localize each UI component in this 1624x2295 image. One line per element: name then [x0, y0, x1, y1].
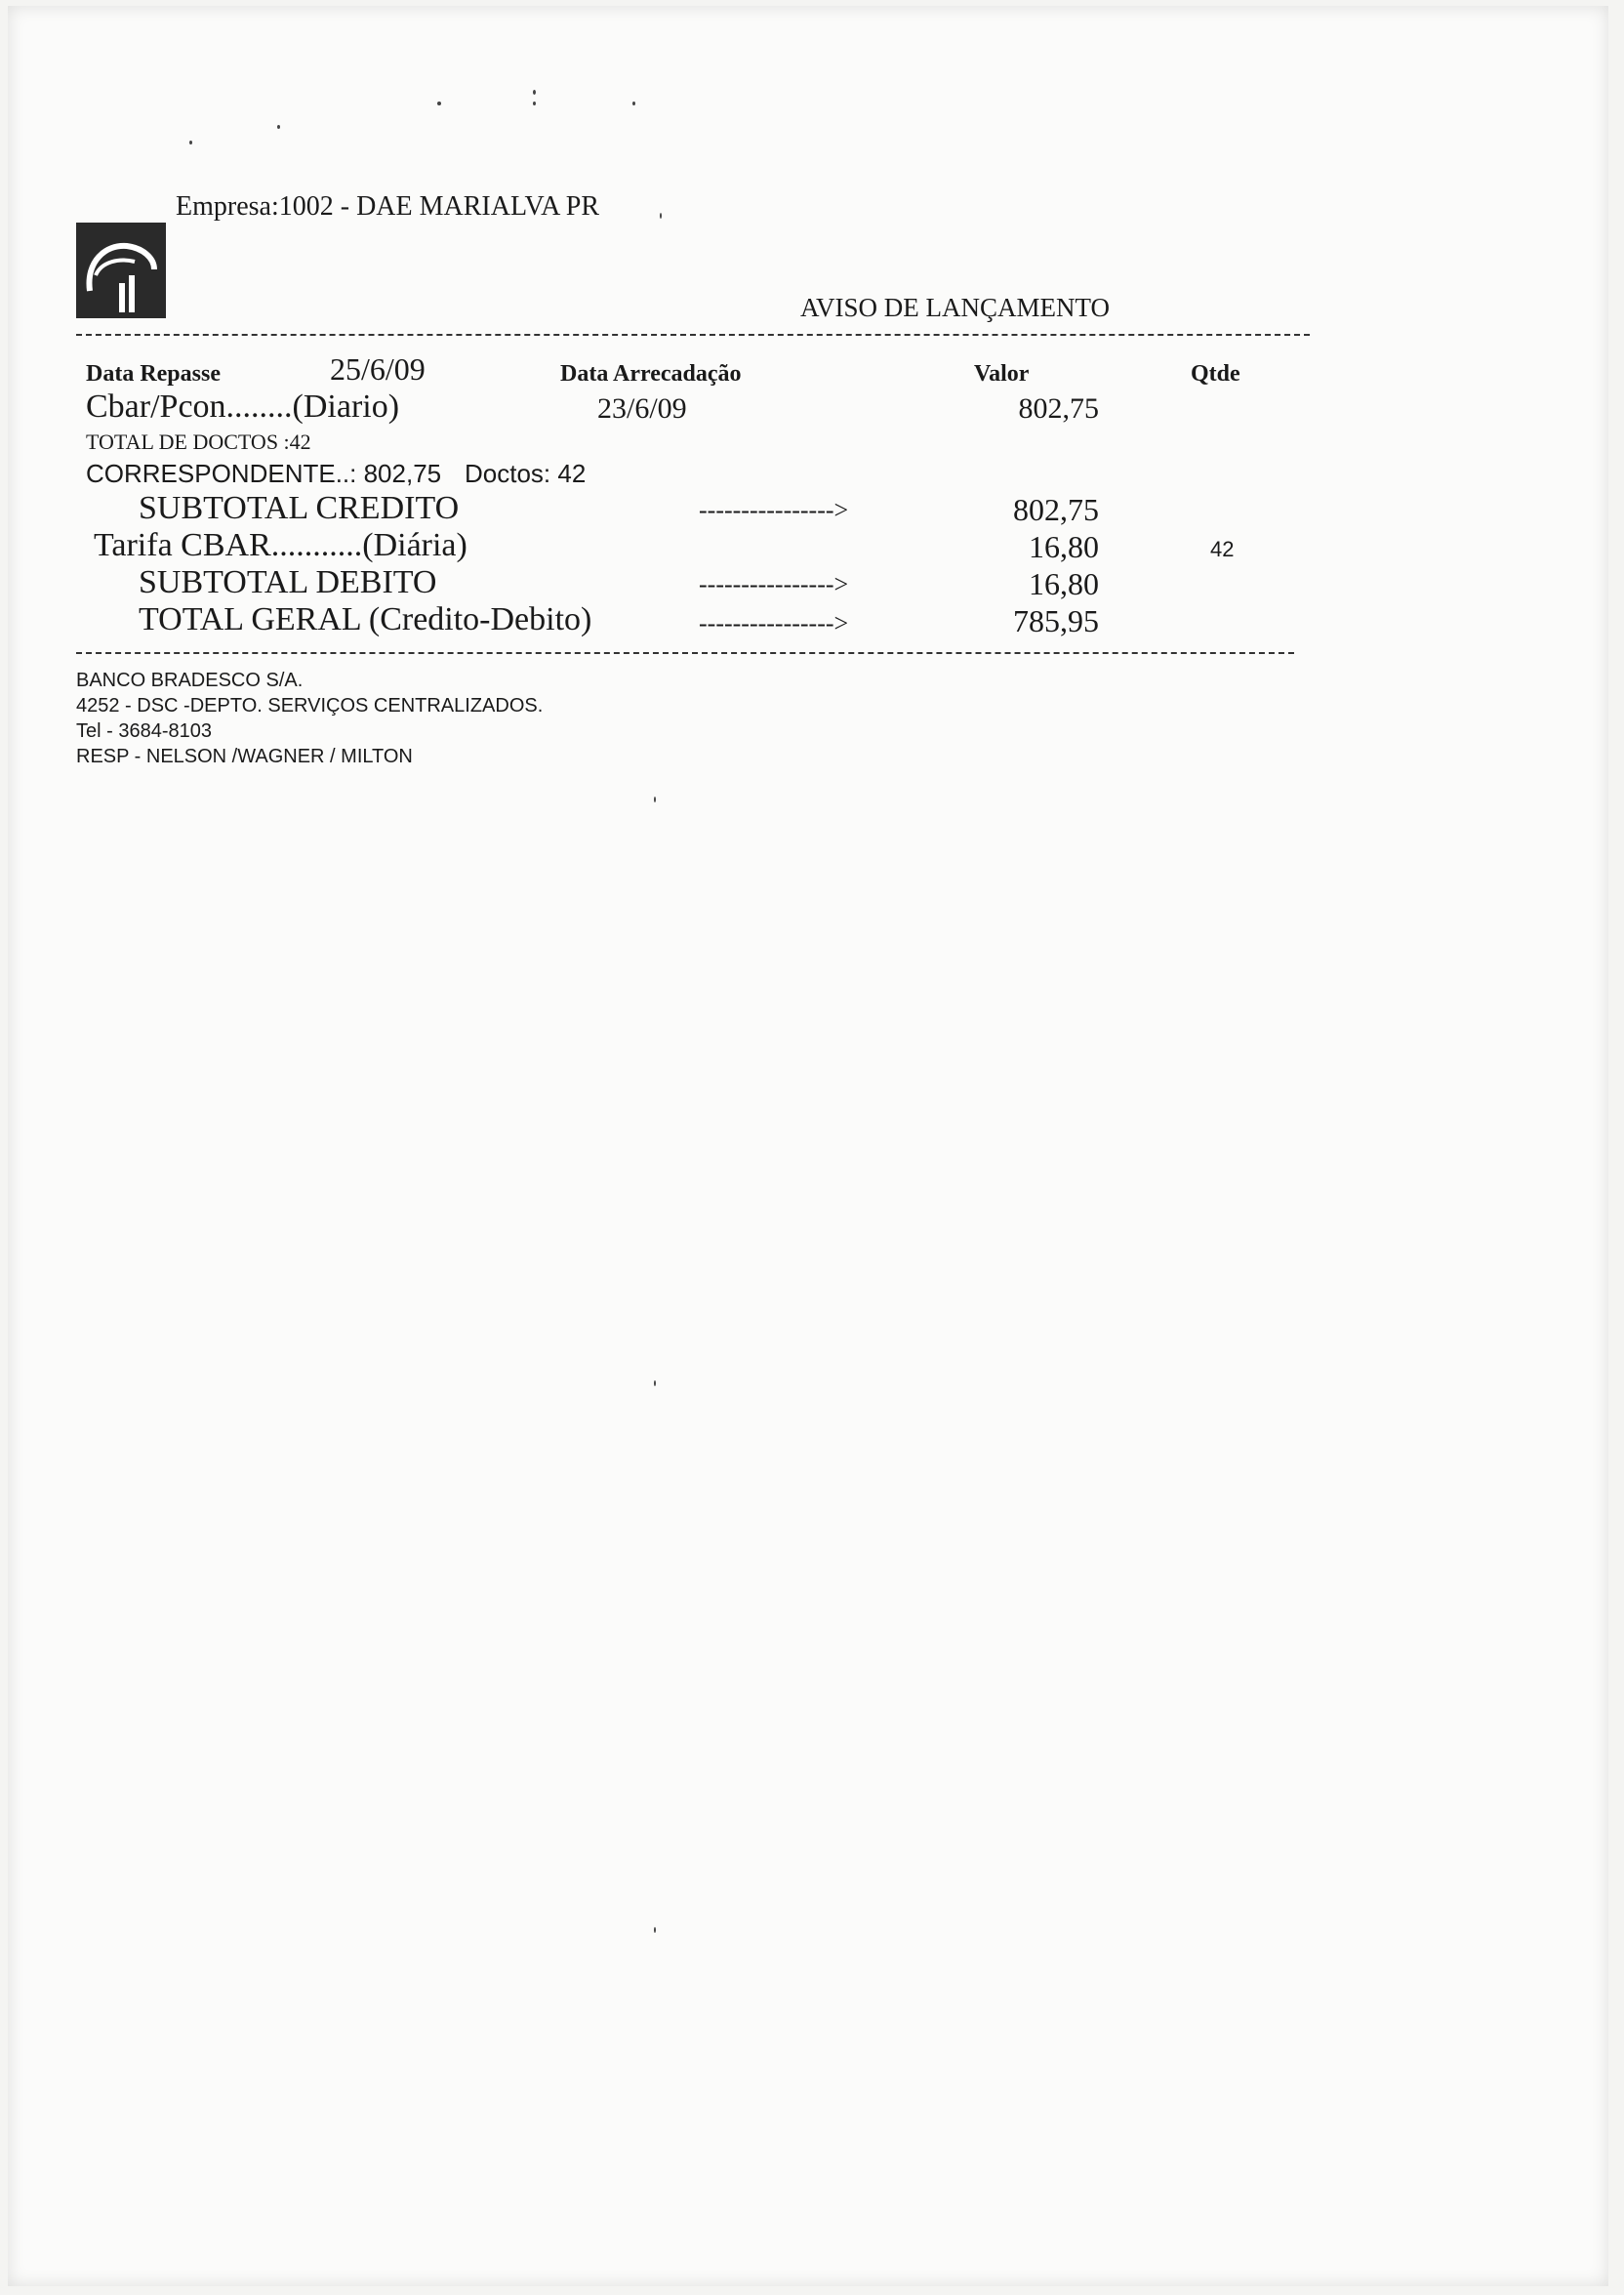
top-divider [76, 334, 1310, 336]
scan-speck [277, 125, 280, 129]
scan-speck [533, 90, 536, 95]
correspondente-line: CORRESPONDENTE..: 802,75 [86, 459, 442, 488]
subtotal-debito-label: SUBTOTAL DEBITO [139, 564, 437, 600]
doctos-count: Doctos: 42 [465, 459, 587, 488]
scan-speck [654, 797, 656, 802]
tarifa-qtde: 42 [1210, 537, 1235, 561]
total-doctos: TOTAL DE DOCTOS :42 [86, 430, 311, 454]
data-arrecadacao-label: Data Arrecadação [560, 361, 742, 387]
total-geral-value: 785,95 [1013, 603, 1099, 638]
empresa-label: Empresa:1002 - DAE MARIALVA PR [176, 191, 600, 222]
footer-bank: BANCO BRADESCO S/A. [76, 670, 304, 691]
subtotal-debito-arrow: ----------------> [699, 570, 849, 598]
document-title: AVISO DE LANÇAMENTO [800, 293, 1111, 322]
scan-speck [660, 213, 662, 219]
cbar-value: 802,75 [1018, 392, 1099, 425]
footer-tel: Tel - 3684-8103 [76, 720, 212, 742]
scan-speck [437, 102, 441, 105]
subtotal-credito-label: SUBTOTAL CREDITO [139, 490, 460, 526]
tarifa-label: Tarifa CBAR...........(Diária) [94, 527, 467, 563]
total-geral-label: TOTAL GERAL (Credito-Debito) [139, 601, 592, 637]
total-geral-arrow: ----------------> [699, 609, 849, 637]
footer-dept: 4252 - DSC -DEPTO. SERVIÇOS CENTRALIZADOS. [76, 695, 544, 717]
scan-speck [654, 1927, 656, 1933]
subtotal-credito-value: 802,75 [1013, 492, 1099, 527]
bottom-divider [76, 652, 1294, 654]
subtotal-debito-value: 16,80 [1029, 566, 1099, 601]
bradesco-logo-icon [76, 223, 166, 318]
scan-speck [654, 1380, 656, 1386]
cbar-label: Cbar/Pcon........(Diario) [86, 389, 400, 425]
valor-label: Valor [974, 361, 1030, 387]
scan-speck [189, 141, 192, 144]
cbar-date: 23/6/09 [597, 392, 687, 425]
qtde-label: Qtde [1191, 361, 1240, 387]
tarifa-value: 16,80 [1029, 529, 1099, 564]
scan-speck [533, 102, 536, 105]
footer-resp: RESP - NELSON /WAGNER / MILTON [76, 746, 413, 767]
document-page [8, 6, 1608, 2286]
data-repasse-value: 25/6/09 [330, 351, 426, 387]
subtotal-credito-arrow: ----------------> [699, 496, 849, 524]
scan-speck [632, 102, 635, 105]
data-repasse-label: Data Repasse [86, 361, 221, 387]
